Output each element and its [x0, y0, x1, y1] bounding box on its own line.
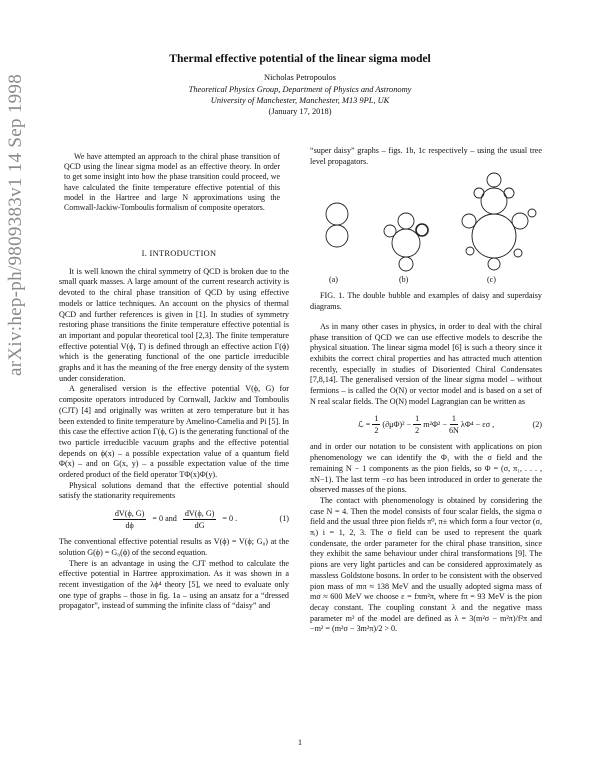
- superdaisy-subpetal: [487, 173, 501, 187]
- superdaisy-subpetal: [474, 188, 484, 198]
- equation-2: [310, 413, 542, 436]
- right-column: [310, 146, 542, 635]
- arxiv-identifier: arXiv:hep-ph/9809383v1 14 Sep 1998: [5, 73, 26, 376]
- equation-1: [59, 508, 289, 531]
- bubble-top: [326, 203, 348, 225]
- eq1-numerator: dV(ϕ, G): [184, 509, 215, 519]
- daisy-petal: [398, 213, 414, 229]
- superdaisy-subpetal: [504, 188, 514, 198]
- author: Nicholas Petropoulos: [264, 73, 336, 82]
- eq2-fraction: [449, 413, 459, 436]
- daisy-petal: [416, 224, 428, 236]
- superdaisy-petal: [462, 214, 476, 228]
- eq1-rhs: = 0 and: [152, 514, 177, 524]
- abstract: [64, 152, 280, 213]
- paragraph: As in many other cases in physics, in order to deal with the chiral phase transition of QCD we can use effective models to describe the physical situation. The linear sigma model [6] is such a theory since it exhibits the correct chiral properties and has attracted much attention recently, especially in studies of Disoriented Chiral Condensates [7,8,14]. The generalised version of the linear sigma model – without fermions – is called the O(N) or vector model and is based on a set of N real scalar fields. The O(N) model Lagrangian can be written as: [310, 321, 542, 406]
- paragraph: and in order our notation to be consistent with applications on pion phenomenology we can identify the Φ₁ with the σ field and the remaining N − 1 components as the pion fields, so Φ = (σ, π₁, . . . , πN−1). The last term −εσ has been introduced in order to generate the observed masses of the pions.: [310, 442, 542, 495]
- figure-label-c: (c): [487, 275, 496, 285]
- eq2-numerator: 1: [374, 414, 379, 424]
- eq2-denominator: 2: [374, 426, 379, 436]
- superdaisy-center: [472, 214, 516, 258]
- eq1-rhs: = 0 .: [222, 514, 238, 524]
- superdaisy-petal: [514, 249, 522, 257]
- eq2-numerator: 1: [415, 414, 420, 424]
- superdaisy-subpetal: [528, 209, 536, 217]
- paragraph: A generalised version is the effective potential V(ϕ, G) for composite operators introduced by Cornwall, Jackiw and Tomboulis (CJT) [4] and originally was written at zero temperature but it has been extended to finite temperature by Amelino-Camelia and Pi [5]. In this case the effective action Γ(ϕ, G) is the generating functional of the two particle irreducible vacuum graphs and the effective potential depends on ϕ(x) – a possible expectation value of a quantum field Φ(x) – and on G(x, y) – a possible expectation value of the time ordered product of the field operator TΦ(x)Φ(y).: [59, 384, 289, 480]
- figure-label-a: (a): [329, 275, 338, 285]
- eq2-numerator: 1: [451, 414, 456, 424]
- eq2-fraction: [372, 413, 380, 436]
- paragraph: There is an advantage in using the CJT method to calculate the effective potential in Hartree approximation. As it was shown in a recent investigation of the λϕ⁴ theory [5], we need to evaluate only one type of graphs – those in fig. 1a – using an ansatz for a “dressed propagator”, instead of summing the infinite class of “daisy” and: [59, 558, 289, 611]
- eq1-fraction-2: [183, 508, 217, 531]
- superdaisy-petal: [512, 213, 528, 229]
- equation-number: (1): [279, 514, 289, 524]
- affiliation-line-2: University of Manchester, Manchester, M13 9PL, UK: [210, 96, 390, 105]
- eq1-denominator: dG: [194, 521, 205, 531]
- eq2-term: m²Φ² −: [423, 419, 447, 429]
- equation-number: (2): [532, 419, 542, 429]
- superdaisy-petal: [488, 258, 500, 270]
- eq2-lhs: ℒ =: [357, 419, 371, 429]
- eq1-fraction-1: [113, 508, 147, 531]
- eq2-denominator: 2: [415, 426, 420, 436]
- left-column: [59, 249, 289, 612]
- superdaisy-petal: [466, 247, 474, 255]
- paragraph: “super daisy” graphs – figs. 1b, 1c respectively – using the usual tree level propagators.: [310, 146, 542, 166]
- bubble-bottom: [326, 225, 348, 247]
- figure-label-b: (b): [399, 275, 409, 285]
- figure-diagrams: [310, 171, 542, 291]
- daisy-petal: [384, 225, 396, 237]
- date: (January 17, 2018): [268, 107, 332, 116]
- affiliation-line-1: Theoretical Physics Group, Department of Physics and Astronomy: [188, 85, 412, 94]
- figure-1: [310, 171, 542, 291]
- eq1-numerator: dV(ϕ, G): [114, 509, 145, 519]
- daisy-petal: [399, 257, 413, 271]
- eq1-denominator: dϕ: [125, 521, 134, 531]
- section-heading: I. INTRODUCTION: [141, 249, 217, 258]
- figure-caption: FIG. 1. The double bubble and examples of daisy and superdaisy diagrams.: [310, 291, 542, 312]
- superdaisy-petal: [481, 188, 507, 214]
- eq2-denominator: 6N: [448, 426, 459, 436]
- paragraph: The contact with phenomenology is obtained by considering the case N = 4. Then the model consists of four scalar fields, the sigma σ field and the usual three pion fields π⁰, π± which form a four vector (σ, πᵢ) i = 1, 2, 3. The σ field can be used to represent the quark condensate, the order parameter for the chiral phase transition, since they exhibit the same behaviour under chiral transformations [9]. The pions are very light particles and can be considered approximately as massless Goldstone bosons. In order to be consistent with the observed pion mass of mπ ≈ 138 MeV and the usually adopted sigma mass of mσ ≈ 600 MeV we choose ε = fπm²π, where fπ = 93 MeV is the pion decay constant. The coupling constant λ and the negative mass parameter m² of the model are defined as λ = 3(m²σ − m²π)/f²π and −m² = (m²σ − 3m²π)/2 > 0.: [310, 495, 542, 634]
- paragraph: It is well known the chiral symmetry of QCD is broken due to the small quark masses. A large amount of the current research activity is devoted to the chiral phase transition of QCD by using effective models or lattice techniques. An account on the physics of thermal QCD and further references is given in [1]. In studies of symmetry restoring phase transitions the finite temperature effective potential is an important and popular theoretical tool [2,3]. The finite temperature effective potential V(ϕ, T) is defined through an effective action Γ(ϕ) which is the generating functional of the one particle irreducible graphs and it has the meaning of the free energy density of the system under consideration.: [59, 266, 289, 383]
- eq2-term: λΦ⁴ − εσ ,: [460, 419, 495, 429]
- paragraph: The conventional effective potential results as V(ϕ) = V(ϕ; G₀) at the solution G(ϕ) = G₀(ϕ) of the second equation.: [59, 537, 289, 557]
- eq2-fraction: [413, 413, 421, 436]
- paragraph: Physical solutions demand that the effective potential should satisfy the stationarity requirements: [59, 480, 289, 501]
- daisy-center: [392, 229, 420, 257]
- abstract-text: We have attempted an approach to the chiral phase transition of QCD using the linear sigma model as an effective theory. In order to get some insight into how the phase transition could proceed, we have calculated the finite temperature effective potential of this model in the Hartree and large N approximations using the Cornwall-Jackiw-Tomboulis formalism of composite operators.: [64, 152, 280, 213]
- page-number: 1: [297, 738, 303, 747]
- paper-title: Thermal effective potential of the linear sigma model: [169, 52, 431, 65]
- eq2-term: (∂μΦ)² −: [382, 419, 412, 429]
